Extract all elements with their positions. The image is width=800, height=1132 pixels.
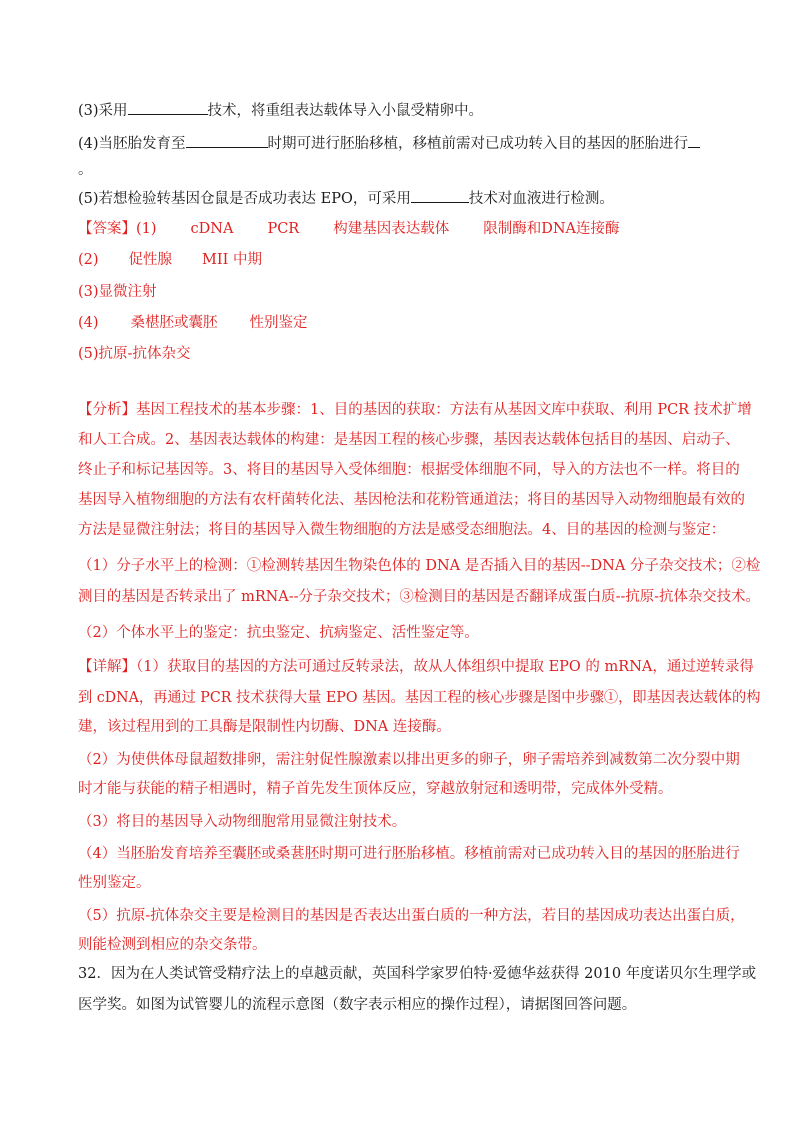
detail-line: 建，该过程用到的工具酶是限制性内切酶、DNA 连接酶。	[78, 719, 451, 735]
detail-line: 到 cDNA，再通过 PCR 技术获得大量 EPO 基因。基因工程的核心步骤是图中步骤①，即基因表达载体的构	[78, 690, 761, 706]
answer-row-1	[78, 219, 620, 239]
answer-row-4-a: 桑椹胚或囊胚	[130, 315, 218, 331]
question-4-tail	[78, 160, 93, 180]
answer-row-1-num: (1)	[136, 221, 157, 237]
detail-line: 则能检测到相应的杂交条带。	[78, 937, 267, 953]
question-3-before: (3)采用	[78, 103, 128, 119]
answer-row-4-num: (4)	[78, 315, 99, 331]
analysis-line: （1）分子水平上的检测：①检测转基因生物染色体的 DNA 是否插入目的基因--DNA 分子杂交技术；②检	[78, 558, 761, 574]
question-5	[78, 187, 614, 209]
answer-row-1-b: PCR	[267, 221, 300, 237]
analysis-line: 测目的基因是否转录出了 mRNA--分子杂交技术；③检测目的基因是否翻译成蛋白质--抗原-抗体杂交技术。	[78, 589, 760, 605]
detail-line: （4）当胚胎发育培养至囊胚或桑葚胚时期可进行胚胎移植。移植前需对已成功转入目的基因的胚胎进行	[78, 846, 740, 862]
analysis-line: 和人工合成。2、基因表达载体的构建：是基因工程的核心步骤，基因表达载体包括目的基因、启动子、	[78, 432, 740, 448]
answer-row-1-a: cDNA	[190, 221, 234, 237]
detail-line: 【详解】（1）获取目的基因的方法可通过反转录法，故从人体组织中提取 EPO 的 mRNA，通过逆转录得	[78, 659, 754, 675]
detail-line: （5）抗原-抗体杂交主要是检测目的基因是否表达出蛋白质的一种方法，若目的基因成功表达出蛋白质，	[78, 908, 745, 924]
answer-row-1-d: 限制酶和DNA连接酶	[483, 221, 620, 237]
question-32-line: 32．因为在人类试管受精疗法上的卓越贡献，英国科学家罗伯特·爱德华兹获得 2010 年度诺贝尔生理学或	[78, 966, 757, 982]
question-4-tail-text: 。	[78, 162, 93, 178]
answer-blank	[688, 132, 700, 148]
answer-row-3	[78, 282, 157, 302]
question-3-after: 技术，将重组表达载体导入小鼠受精卵中。	[207, 103, 484, 119]
answer-blank	[411, 187, 469, 203]
question-4	[78, 132, 700, 154]
answer-row-2-b: MII 中期	[202, 252, 262, 268]
answer-row-2-a: 促性腺	[128, 252, 173, 268]
answer-row-5-text: (5)抗原-抗体杂交	[78, 346, 191, 362]
detail-line: （3）将目的基因导入动物细胞常用显微注射技术。	[78, 814, 407, 830]
answer-row-4-b: 性别鉴定	[249, 315, 308, 331]
answer-label: 【答案】	[78, 221, 136, 237]
question-5-before: (5)若想检验转基因仓鼠是否成功表达 EPO，可采用	[78, 191, 411, 207]
question-5-after: 技术对血液进行检测。	[468, 191, 614, 207]
question-3	[78, 99, 483, 121]
analysis-line: 【分析】基因工程技术的基本步骤：1、目的基因的获取：方法有从基因文库中获取、利用 PCR 技术扩增	[78, 402, 752, 418]
question-4-before: (4)当胚胎发育至	[78, 136, 186, 152]
answer-row-3-text: (3)显微注射	[78, 284, 157, 300]
detail-line: 时才能与获能的精子相遇时，精子首先发生顶体反应，穿越放射冠和透明带，完成体外受精。	[78, 781, 673, 797]
answer-row-2-num: (2)	[78, 252, 99, 268]
answer-blank	[186, 132, 268, 148]
answer-row-1-c: 构建基因表达载体	[333, 221, 450, 237]
answer-row-4	[78, 313, 308, 333]
question-32-line: 医学奖。如图为试管婴儿的流程示意图（数字表示相应的操作过程），请据图回答问题。	[78, 997, 637, 1013]
answer-blank	[128, 99, 208, 115]
analysis-line: 基因导入植物细胞的方法有农杆菌转化法、基因枪法和花粉管通道法；将目的基因导入动物细胞最有效的	[78, 492, 745, 508]
analysis-line: 终止子和标记基因等。3、将目的基因导入受体细胞：根据受体细胞不同，导入的方法也不一样。将目的	[78, 462, 740, 478]
analysis-line: （2）个体水平上的鉴定：抗虫鉴定、抗病鉴定、活性鉴定等。	[78, 625, 479, 641]
detail-line: （2）为使供体母鼠超数排卵，需注射促性腺激素以排出更多的卵子，卵子需培养到减数第二次分裂中期	[78, 752, 740, 768]
question-4-after: 时期可进行胚胎移植，移植前需对已成功转入目的基因的胚胎进行	[267, 136, 689, 152]
answer-row-2	[78, 250, 262, 270]
detail-line: 性别鉴定。	[78, 875, 151, 891]
analysis-line: 方法是显微注射法；将目的基因导入微生物细胞的方法是感受态细胞法。4、目的基因的检测与鉴定：	[78, 522, 726, 538]
answer-row-5	[78, 344, 190, 364]
